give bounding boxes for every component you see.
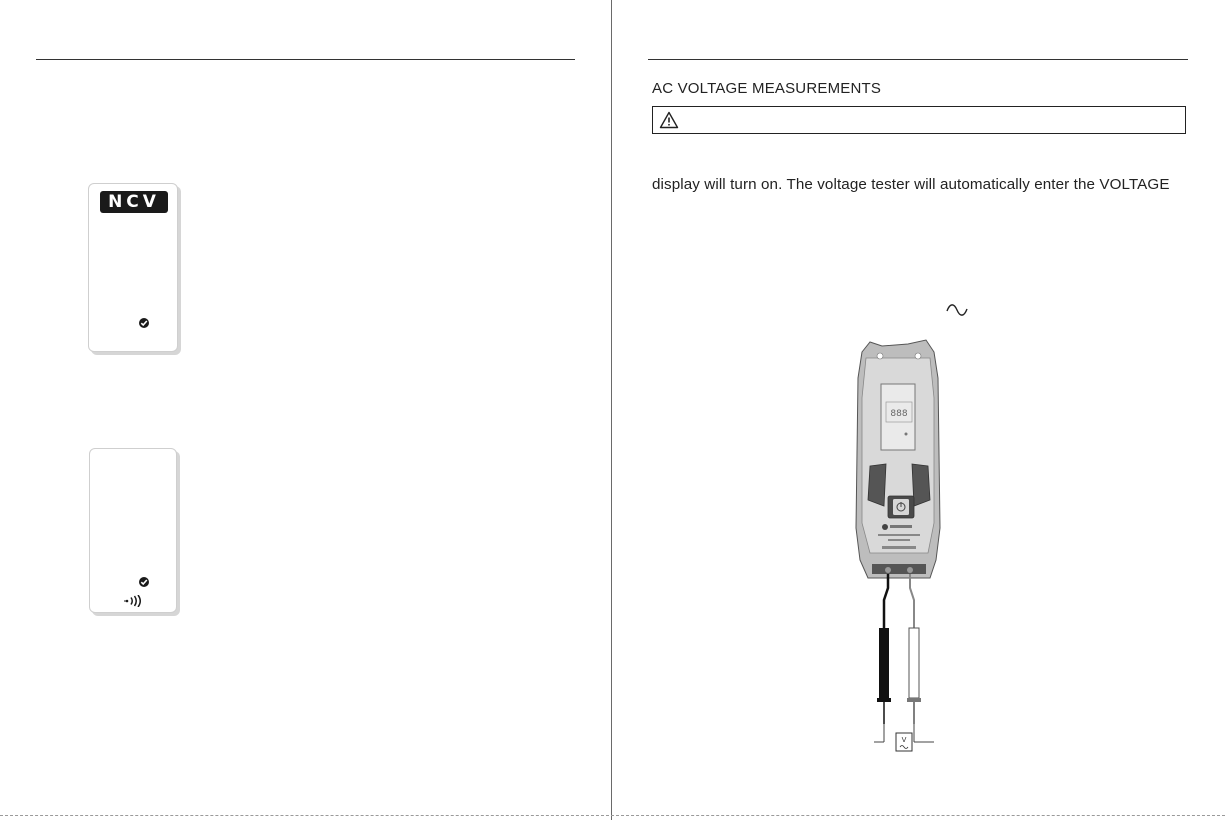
section-title: AC VOLTAGE MEASUREMENTS: [652, 80, 882, 97]
ncv-display-panel: [88, 183, 178, 352]
sound-wave-icon: [124, 594, 144, 612]
check-circle-icon: [138, 575, 150, 593]
instruction-text: display will turn on. The voltage tester will automatically enter the VOLTAGE: [652, 176, 1170, 193]
warning-box: [652, 106, 1186, 134]
bottom-trim-line: [0, 815, 1225, 816]
sound-display-panel: [89, 448, 177, 613]
voltage-tester-illustration: [848, 338, 948, 768]
ncv-badge: NCV: [100, 191, 168, 213]
ac-sine-icon: [946, 303, 968, 321]
right-header-rule: [648, 59, 1188, 60]
svg-text:888: 888: [890, 409, 908, 419]
svg-text:V: V: [901, 736, 907, 744]
warning-triangle-icon: [659, 111, 679, 134]
check-circle-icon: [138, 316, 150, 334]
page-divider: [611, 0, 612, 820]
left-header-rule: [36, 59, 575, 60]
